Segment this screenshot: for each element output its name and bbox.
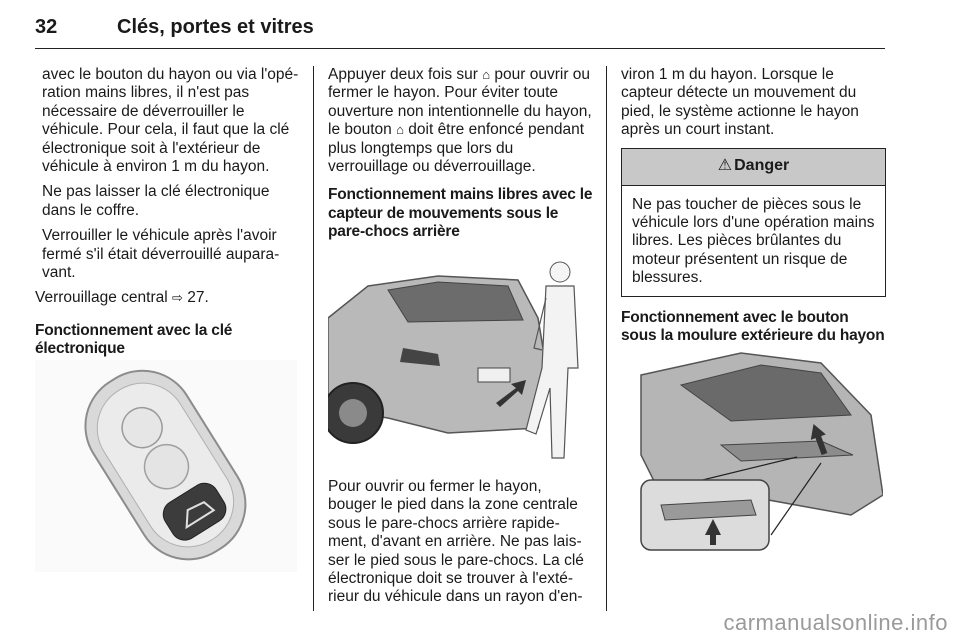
paragraph-central-locking-ref [35,289,303,307]
page-header [35,4,885,44]
column-middle [328,66,593,249]
header-divider [35,48,885,49]
paragraph-double-press: Appuyer deux fois sur ⌂ pour ouvrir ou fermer le hayon. Pour éviter toute ouverture non intentionnelle du hayon, le bouton ⌂ doit être enfoncé pendant plus longtemps que lors du verrouillage ou déverrouillage. [328,66,592,176]
rear-window [388,282,523,322]
heading-moulding-button: Fonctionnement avec le bouton sous la moulure extérieure du hayon [621,308,885,345]
column-left [35,66,303,366]
danger-title: Danger [734,157,790,175]
column-right [621,66,886,352]
heading-electronic-key: Fonctionnement avec la clé électronique [35,321,233,358]
paragraph-key-in-boot: Ne pas laisser la clé électronique dans le coffre. [42,183,270,219]
reference-arrow-icon: ⇨ [172,290,183,306]
page-number: 32 [35,16,58,38]
danger-header [622,149,885,186]
column-divider-2 [606,66,607,611]
hands-free-sensor-illustration [328,258,590,468]
tailgate-symbol-icon: ⌂ [482,67,491,82]
watermark: carmanualsonline.info [723,610,948,635]
key-fob-illustration [35,360,297,572]
page-reference[interactable]: 27. [187,289,209,307]
paragraph-tailgate-unlock: avec le bouton du hayon ou via l'opé-ration mains libres, il n'est pas nécessaire de déverrouiller le véhicule. Pour cela, il faut que la clé électronique soit à l'extérieur de véhicule à environ 1 m du hayon. [42,66,299,176]
tailgate-symbol-icon-2: ⌂ [396,122,404,138]
column-middle-lower [328,478,593,614]
danger-text: Ne pas toucher de pièces sous le véhicule lors d'une opération mains libres. Les pièces brûlantes du moteur présentent un risque de blessures. [632,195,875,287]
central-locking-link[interactable]: Verrouillage central [35,289,168,307]
license-plate [478,368,510,382]
heading-hands-free: Fonctionnement mains libres avec le capteur de mouvements sous le pare-chocs arrière [328,186,593,241]
warning-icon: ⚠ [717,157,733,175]
paragraph-foot-motion: Pour ouvrir ou fermer le hayon, bouger le pied dans la zone centrale sous le pare-chocs arrière rapide-ment, d'avant en arrière. Ne pas lais-ser le pied sous le pare-chocs. La clé électronique doit se trouver à l'exté-rieur du véhicule dans un rayon d'en- [328,478,584,606]
chapter-title: Clés, portes et vitres [117,16,314,38]
paragraph-lock-after: Verrouiller le véhicule après l'avoir fermé s'il était déverrouillé aupara-vant. [42,227,280,282]
paragraph-sensor-detects: viron 1 m du hayon. Lorsque le capteur détecte un mouvement du pied, le système actionne le hayon après un court instant. [621,66,859,139]
danger-box [621,148,886,297]
tailgate-button-illustration [621,345,883,565]
column-divider-1 [313,66,314,611]
